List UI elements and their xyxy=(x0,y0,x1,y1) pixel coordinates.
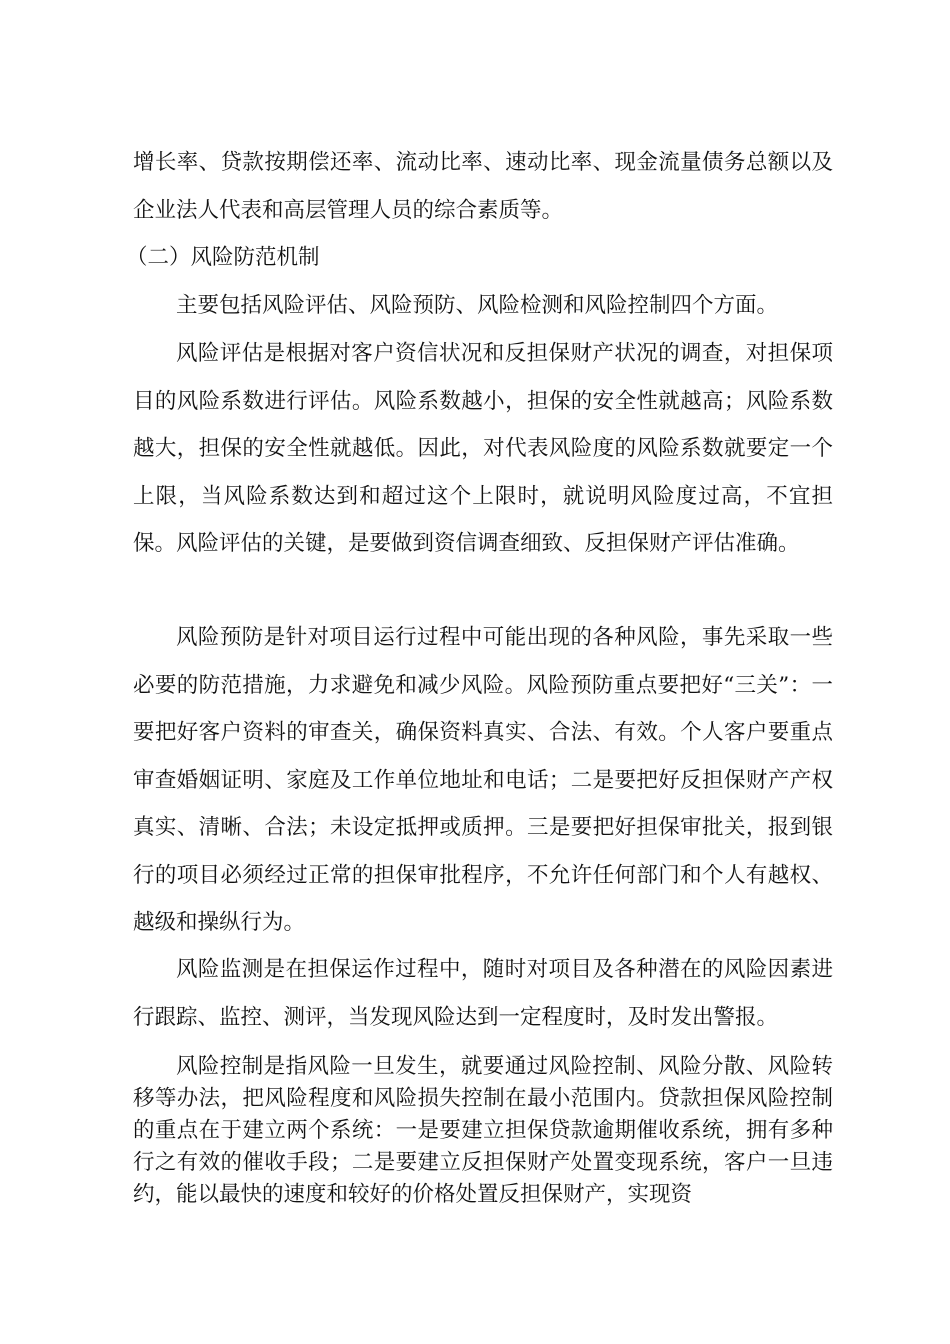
paragraph-risk-prevention: 风险预防是针对项目运行过程中可能出现的各种风险，事先采取一些必要的防范措施，力求避免和减少风险。风险预防重点要把好“三关”：一要把好客户资料的审查关，确保资料真实、合法、有效。个人客户要重点审查婚姻证明、家庭及工作单位地址和电话；二是要把好反担保财产产权真实、清晰、合法；未设定抵押或质押。三是要把好担保审批关，报到银行的项目必须经过正常的担保审批程序，不允许任何部门和个人有越权、越级和操纵行为。 xyxy=(133,625,833,935)
paragraph-overview: 主要包括风险评估、风险预防、风险检测和风险控制四个方面。 xyxy=(176,293,779,318)
paragraph-risk-monitoring: 风险监测是在担保运作过程中，随时对项目及各种潜在的风险因素进行跟踪、监控、测评，当发现风险达到一定程度时，及时发出警报。 xyxy=(133,957,833,1030)
section-heading-risk-prevention-mechanism: （二）风险防范机制 xyxy=(126,245,320,270)
paragraph-criteria-continuation: 增长率、贷款按期偿还率、流动比率、速动比率、现金流量债务总额以及企业法人代表和高层管理人员的综合素质等。 xyxy=(133,150,833,223)
paragraph-risk-control: 风险控制是指风险一旦发生，就要通过风险控制、风险分散、风险转移等办法，把风险程度和风险损失控制在最小范围内。贷款担保风险控制的重点在于建立两个系统：一是要建立担保贷款逾期催收系统，拥有多种行之有效的催收手段；二是要建立反担保财产处置变现系统，客户一旦违约，能以最快的速度和较好的价格处置反担保财产，实现资 xyxy=(133,1054,833,1207)
paragraph-risk-assessment: 风险评估是根据对客户资信状况和反担保财产状况的调查，对担保项目的风险系数进行评估。风险系数越小，担保的安全性就越高；风险系数越大，担保的安全性就越低。因此，对代表风险度的风险系数就要定一个上限，当风险系数达到和超过这个上限时，就说明风险度过高，不宜担保。风险评估的关键，是要做到资信调查细致、反担保财产评估准确。 xyxy=(133,341,833,556)
